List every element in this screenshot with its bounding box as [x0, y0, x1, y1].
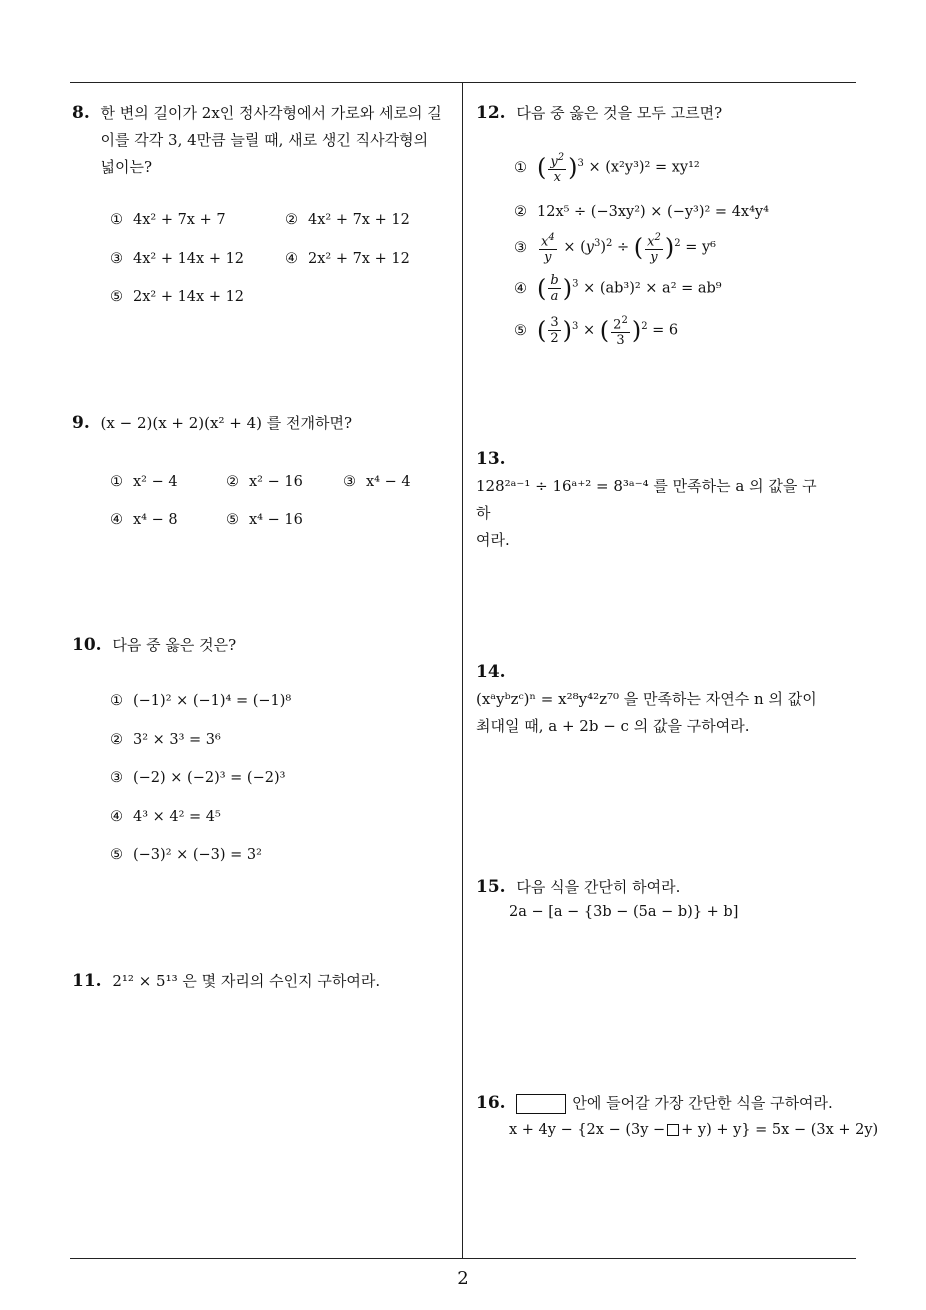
option-marker: ② — [285, 212, 298, 228]
option-text: 12x⁵ ÷ (−3xy²) × (−y³)² = 4x⁴y⁴ — [537, 204, 769, 220]
question-number: 9. — [72, 413, 90, 433]
option-marker: ③ — [343, 474, 356, 490]
question-stem: 다음 중 옳은 것은? — [112, 636, 237, 654]
expression-right: + y) + y} = 5x − (3x + 2y) — [681, 1122, 879, 1138]
option-marker: ① — [110, 212, 123, 228]
expression — [509, 1122, 878, 1138]
fraction: $\frac{2^2}{3}$ — [613, 315, 628, 349]
question-10 — [72, 632, 457, 659]
question-number: 10. — [72, 635, 102, 655]
option-marker: ③ — [110, 251, 123, 267]
option-3[interactable] — [110, 770, 285, 786]
option-4[interactable] — [110, 512, 178, 528]
option-text: = 6 — [652, 322, 679, 339]
option-text: x² − 16 — [249, 474, 303, 490]
top-rule — [70, 82, 856, 83]
option-marker: ④ — [110, 512, 123, 528]
option-text: x⁴ − 16 — [249, 512, 303, 528]
option-4[interactable] — [285, 251, 410, 267]
option-text: = y⁶ — [685, 239, 716, 256]
question-14 — [476, 659, 861, 740]
option-marker: ② — [110, 732, 123, 748]
option-marker: ⑤ — [226, 512, 239, 528]
fraction-expression: ( — [537, 153, 547, 182]
question-stem: 다음 식을 간단히 하여라. — [516, 878, 681, 896]
option-marker: ④ — [285, 251, 298, 267]
blank-square — [667, 1124, 679, 1136]
option-text: x⁴ − 4 — [366, 474, 411, 490]
option-text: (−1)² × (−1)⁴ = (−1)⁸ — [133, 693, 292, 709]
option-text: 4x² + 7x + 12 — [308, 212, 410, 228]
answer-box — [516, 1094, 566, 1114]
question-number: 8. — [72, 103, 90, 123]
option-text: 4³ × 4² = 4⁵ — [133, 809, 221, 825]
fraction: $\frac{3}{2}$ — [550, 315, 559, 347]
option-2[interactable] — [226, 474, 303, 490]
page-number: 2 — [457, 1268, 469, 1289]
question-number: 13. — [476, 449, 506, 469]
option-marker: ② — [226, 474, 239, 490]
question-16 — [476, 1090, 861, 1117]
option-5[interactable] — [226, 512, 303, 528]
option-text: × (x²y³)² = xy¹² — [588, 159, 700, 176]
question-number: 16. — [476, 1093, 506, 1113]
option-text: (−3)² × (−3) = 3² — [133, 847, 262, 863]
option-3[interactable] — [343, 474, 411, 490]
option-1[interactable] — [110, 212, 226, 228]
question-stem: (x − 2)(x + 2)(x² + 4) 를 전개하면? — [100, 414, 353, 432]
option-text: 2x² + 14x + 12 — [133, 289, 245, 305]
question-13 — [476, 446, 861, 554]
option-marker: ③ — [514, 239, 527, 256]
option-2[interactable] — [514, 204, 769, 220]
option-1[interactable] — [110, 693, 291, 709]
option-text: x² − 4 — [133, 474, 178, 490]
question-stem: 한 변의 길이가 2x인 정사각형에서 가로와 세로의 길 이를 각각 3, 4만큼 늘릴 때, 새로 생긴 직사각형의 넓이는? — [100, 104, 442, 176]
question-stem: (xᵃyᵇzᶜ)ⁿ = x²⁸y⁴²z⁷⁰ 을 만족하는 자연수 n 의 값이 최대일 때, a + 2b − c 의 값을 구하여라. — [476, 690, 817, 735]
question-stem: 안에 들어갈 가장 간단한 식을 구하여라. — [572, 1094, 833, 1112]
option-3[interactable] — [110, 251, 244, 267]
option-marker: ⑤ — [110, 289, 123, 305]
option-1[interactable]: ① ( $\frac{y^2}{x}$ )$^3$ × (x²y³)² = xy¹² — [514, 152, 700, 186]
option-5[interactable]: ⑤ ( $\frac{3}{2}$ )$^3$ × ( $\frac{2^2}{3}$ )$^2$ = 6 — [514, 315, 679, 349]
question-stem: 128²ᵃ⁻¹ ÷ 16ᵃ⁺² = 8³ᵃ⁻⁴ 를 만족하는 a 의 값을 구하 여라. — [476, 477, 817, 549]
option-marker: ⑤ — [514, 322, 527, 339]
option-text: 2x² + 7x + 12 — [308, 251, 410, 267]
question-9 — [72, 410, 457, 437]
fraction: $\frac{b}{a}$ — [550, 273, 559, 304]
option-4[interactable]: ④ ( $\frac{b}{a}$ )$^3$ × (ab³)² × a² = ab⁹ — [514, 273, 722, 304]
option-5[interactable] — [110, 289, 244, 305]
question-number: 12. — [476, 103, 506, 123]
option-marker: ① — [110, 474, 123, 490]
option-text: × (ab³)² × a² = ab⁹ — [583, 280, 722, 297]
option-4[interactable] — [110, 809, 221, 825]
option-marker: ③ — [110, 770, 123, 786]
option-marker: ⑤ — [110, 847, 123, 863]
fraction: $\frac{x^2}{y}$ — [647, 232, 661, 266]
option-marker: ① — [110, 693, 123, 709]
option-text: 3² × 3³ = 3⁶ — [133, 732, 221, 748]
question-number: 11. — [72, 971, 102, 991]
option-text: (−2) × (−2)³ = (−2)³ — [133, 770, 286, 786]
question-12 — [476, 100, 856, 127]
column-divider — [462, 82, 463, 1258]
fraction: $\frac{y^2}{x}$ — [550, 152, 565, 186]
option-text: x⁴ − 8 — [133, 512, 178, 528]
expression-left: x + 4y − {2x − (3y − — [509, 1122, 666, 1138]
question-11 — [72, 968, 457, 995]
bottom-rule — [70, 1258, 856, 1259]
question-15 — [476, 874, 861, 901]
option-2[interactable] — [110, 732, 221, 748]
option-marker: ② — [514, 204, 527, 220]
question-8 — [72, 100, 457, 181]
question-stem: 2¹² × 5¹³ 은 몇 자리의 수인지 구하여라. — [112, 972, 381, 990]
option-3[interactable]: ③ $\frac{x^4}{y}$ × $(y^3)^2$ ÷ ( $\frac{x^2}{y}$ )$^2$ = y⁶ — [514, 232, 716, 266]
option-text: 4x² + 7x + 7 — [133, 212, 226, 228]
option-1[interactable] — [110, 474, 178, 490]
question-stem: 다음 중 옳은 것을 모두 고르면? — [516, 104, 723, 122]
option-text: 4x² + 14x + 12 — [133, 251, 245, 267]
expression: 2a − [a − {3b − (5a − b)} + b] — [509, 904, 739, 920]
fraction: $\frac{x^4}{y}$ — [541, 232, 555, 266]
option-5[interactable] — [110, 847, 262, 863]
question-number: 15. — [476, 877, 506, 897]
option-marker: ④ — [514, 280, 527, 297]
question-number: 14. — [476, 662, 506, 682]
option-marker: ① — [514, 159, 527, 176]
option-2[interactable] — [285, 212, 410, 228]
option-marker: ④ — [110, 809, 123, 825]
